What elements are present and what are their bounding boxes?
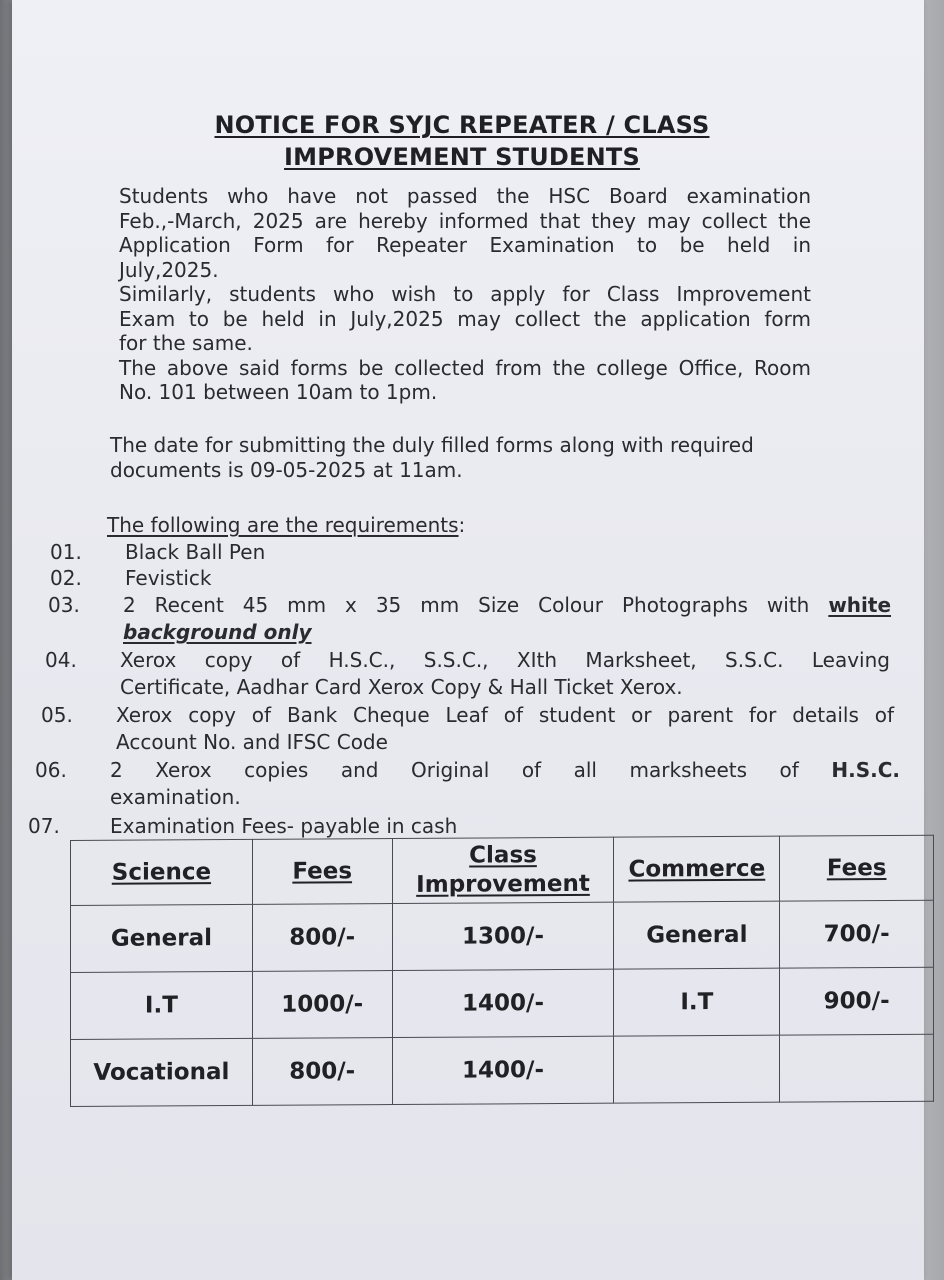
intro-p2-line3: for the same. [119,331,253,355]
requirement-emphasis-white: white [828,593,892,617]
intro-p1-line4: July,2025. [119,257,219,282]
requirements-heading-colon: : [458,513,466,537]
cell-commerce: I.T [614,968,780,1036]
notice-title-line2: IMPROVEMENT STUDENTS [284,143,640,171]
requirement-text-line1: Xerox copy of H.S.C., S.S.C., XIth Marksheet, S.S.C. Leaving [120,648,890,672]
requirement-text-line2: Certificate, Aadhar Card Xerox Copy & Hall Ticket Xerox. [120,675,683,699]
requirement-emphasis-background: background only [123,620,312,644]
requirement-number: 02. [50,566,82,590]
cell-science: I.T [71,971,253,1039]
header-commerce-fees: Fees [780,835,934,901]
intro-paragraphs [119,184,811,405]
requirements-heading [107,513,465,537]
requirement-text [123,592,891,646]
requirement-number: 06. [35,758,67,782]
cell-fees: 800/- [252,1038,392,1106]
intro-p3-line2: No. 101 between 10am to 1pm. [119,380,438,404]
intro-p2-line1: Similarly, students who wish to apply for Class Improvement [119,282,811,306]
submission-paragraph [110,433,822,482]
intro-p2-line2: Exam to be held in July,2025 may collect the application form [119,306,811,331]
submission-line1: The date for submitting the duly filled forms along with required [110,433,754,457]
requirement-text [120,647,890,701]
submission-line2: documents is 09-05-2025 at 11am. [110,457,463,482]
cell-class-improvement: 1400/- [392,969,614,1037]
cell-fees: 800/- [252,904,392,972]
header-fees: Fees [252,839,392,905]
requirement-number: 04. [45,648,77,672]
requirements-heading-text: The following are the requirements [107,513,459,537]
requirement-emphasis-hsc: H.S.C. [831,758,900,782]
requirement-number: 03. [48,593,80,617]
table-row [71,1034,934,1106]
cell-commerce: General [614,901,780,969]
requirement-text [116,702,894,756]
intro-p1-line1: Students who have not passed the HSC Board examination [119,184,811,208]
requirement-text-part: 2 Recent 45 mm x 35 mm Size Colour Photographs with [123,593,810,617]
intro-p1-line3: Application Form for Repeater Examination to be held in [119,233,811,257]
requirement-text: Examination Fees- payable in cash [110,814,458,838]
header-class-improvement [392,837,614,903]
requirement-text [110,757,900,811]
intro-p3-line1: The above said forms be collected from the college Office, Room [119,355,811,380]
cell-commerce-fees: 700/- [780,900,934,968]
requirement-number: 01. [50,540,82,564]
requirement-text-line2: Account No. and IFSC Code [116,730,388,754]
requirement-text: Fevistick [125,566,212,590]
intro-p1-line2: Feb.,-March, 2025 are hereby informed that they may collect the [119,208,811,233]
cell-class-improvement: 1400/- [392,1036,614,1104]
header-class-line1: Class [469,842,537,869]
cell-science: Vocational [71,1038,253,1106]
cell-commerce [614,1035,780,1103]
cell-commerce-fees: 900/- [780,967,934,1035]
fees-table [70,835,934,1107]
requirement-number: 05. [41,703,73,727]
table-row [71,967,934,1039]
cell-class-improvement: 1300/- [392,902,614,970]
fees-table-header-row [71,835,934,905]
notice-paper [12,0,924,1280]
cell-science: General [71,904,253,972]
header-class-line2: Improvement [416,870,590,898]
requirement-text-line2: examination. [110,785,241,809]
cell-fees: 1000/- [252,971,392,1039]
table-row [71,900,934,972]
requirement-number: 07. [28,814,60,838]
requirement-text-part: 2 Xerox copies and Original of all marksheets of [110,758,799,782]
cell-commerce-fees [780,1034,934,1102]
header-science: Science [71,839,253,905]
notice-title-line1: NOTICE FOR SYJC REPEATER / CLASS [214,111,710,139]
header-commerce: Commerce [614,836,780,902]
requirement-text-line1: Xerox copy of Bank Cheque Leaf of student or parent for details of [116,703,894,727]
requirement-text: Black Ball Pen [125,540,266,564]
